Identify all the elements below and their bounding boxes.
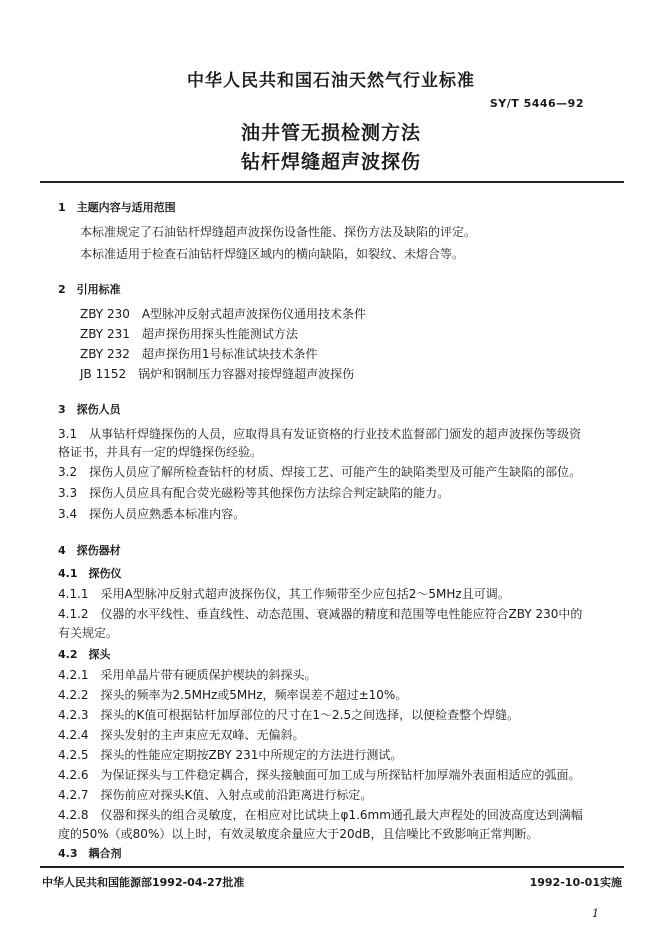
effective-date: 1992-10-01实施 (529, 876, 622, 889)
section-3-heading: 3 探伤人员 (58, 403, 121, 416)
clause-4-1-2-continued: 有关规定。 (58, 626, 119, 640)
clause-4-2-2: 4.2.2 探头的频率为2.5MHz或5MHz，频率误差不超过±10%。 (58, 688, 408, 702)
reference-item: ZBY 231 超声探伤用探头性能测试方法 (80, 327, 298, 341)
reference-item: ZBY 230 A型脉冲反射式超声波探伤仪通用技术条件 (80, 307, 367, 321)
clause-3-1-continued: 格证书，并具有一定的焊缝探伤经验。 (58, 445, 263, 459)
subsection-4-1-heading: 4.1 探伤仪 (58, 567, 122, 580)
bottom-divider (40, 866, 624, 868)
section-2-heading: 2 引用标准 (58, 283, 121, 296)
clause-4-2-4: 4.2.4 探头发射的主声束应无双峰、无偏斜。 (58, 728, 305, 742)
clause-3-1: 3.1 从事钻杆焊缝探伤的人员，应取得具有发证资格的行业技术监督部门颁发的超声波探伤等级资 (58, 427, 582, 441)
reference-item: ZBY 232 超声探伤用1号标准试块技术条件 (80, 347, 318, 361)
top-divider (40, 181, 624, 183)
section-1-heading: 1 主题内容与适用范围 (58, 201, 176, 214)
clause-4-2-8-continued: 度的50%（或80%）以上时，有效灵敏度余量应大于20dB，且信噪比不致影响正常判断。 (58, 827, 539, 841)
clause-3-2: 3.2 探伤人员应了解所检查钻杆的材质、焊接工艺、可能产生的缺陷类型及可能产生缺陷的部位。 (58, 465, 582, 479)
clause-4-1-1: 4.1.1 采用A型脉冲反射式超声波探伤仪，其工作频带至少应包括2～5MHz且可调。 (58, 587, 510, 601)
clause-4-2-3: 4.2.3 探头的K值可根据钻杆加厚部位的尺寸在1～2.5之间选择，以便检查整个焊缝。 (58, 708, 520, 722)
reference-item: JB 1152 锅炉和钢制压力容器对接焊缝超声波探伤 (80, 367, 355, 381)
subsection-4-2-heading: 4.2 探头 (58, 648, 111, 661)
approval-date: 中华人民共和国能源部1992-04-27批准 (42, 876, 245, 889)
clause-4-2-5: 4.2.5 探头的性能应定期按ZBY 231中所规定的方法进行测试。 (58, 748, 403, 762)
section-1-para-2: 本标准适用于检查石油钻杆焊缝区域内的横向缺陷，如裂纹、未熔合等。 (80, 247, 465, 261)
clause-3-4: 3.4 探伤人员应熟悉本标准内容。 (58, 507, 246, 521)
title-line-2: 钻杆焊缝超声波探伤 (240, 151, 421, 173)
issuing-organization: 中华人民共和国石油天然气行业标准 (187, 71, 475, 91)
page-number: 1 (592, 907, 599, 920)
clause-4-2-6: 4.2.6 为保证探头与工件稳定耦合，探头接触面可加工成与所探钻杆加厚端外表面相适应的弧面。 (58, 768, 581, 782)
standard-number: SY/T 5446—92 (489, 97, 584, 110)
clause-3-3: 3.3 探伤人员应具有配合荧光磁粉等其他探伤方法综合判定缺陷的能力。 (58, 486, 450, 500)
section-4-heading: 4 探伤器材 (58, 544, 121, 557)
section-1-para-1: 本标准规定了石油钻杆焊缝超声波探伤设备性能、探伤方法及缺陷的评定。 (80, 225, 477, 239)
clause-4-2-8: 4.2.8 仪器和探头的组合灵敏度，在相应对比试块上φ1.6mm通孔最大声程处的回波高度达到满幅 (58, 808, 583, 822)
title-line-1: 油井管无损检测方法 (240, 122, 421, 144)
clause-4-2-1: 4.2.1 采用单晶片带有硬质保护楔块的斜探头。 (58, 668, 317, 682)
clause-4-1-2: 4.1.2 仪器的水平线性、垂直线性、动态范围、衰减器的精度和范围等电性能应符合ZBY 230中的 (58, 607, 583, 621)
clause-4-2-7: 4.2.7 探伤前应对探头K值、入射点或前沿距离进行标定。 (58, 788, 373, 802)
subsection-4-3-heading: 4.3 耦合剂 (58, 847, 122, 860)
